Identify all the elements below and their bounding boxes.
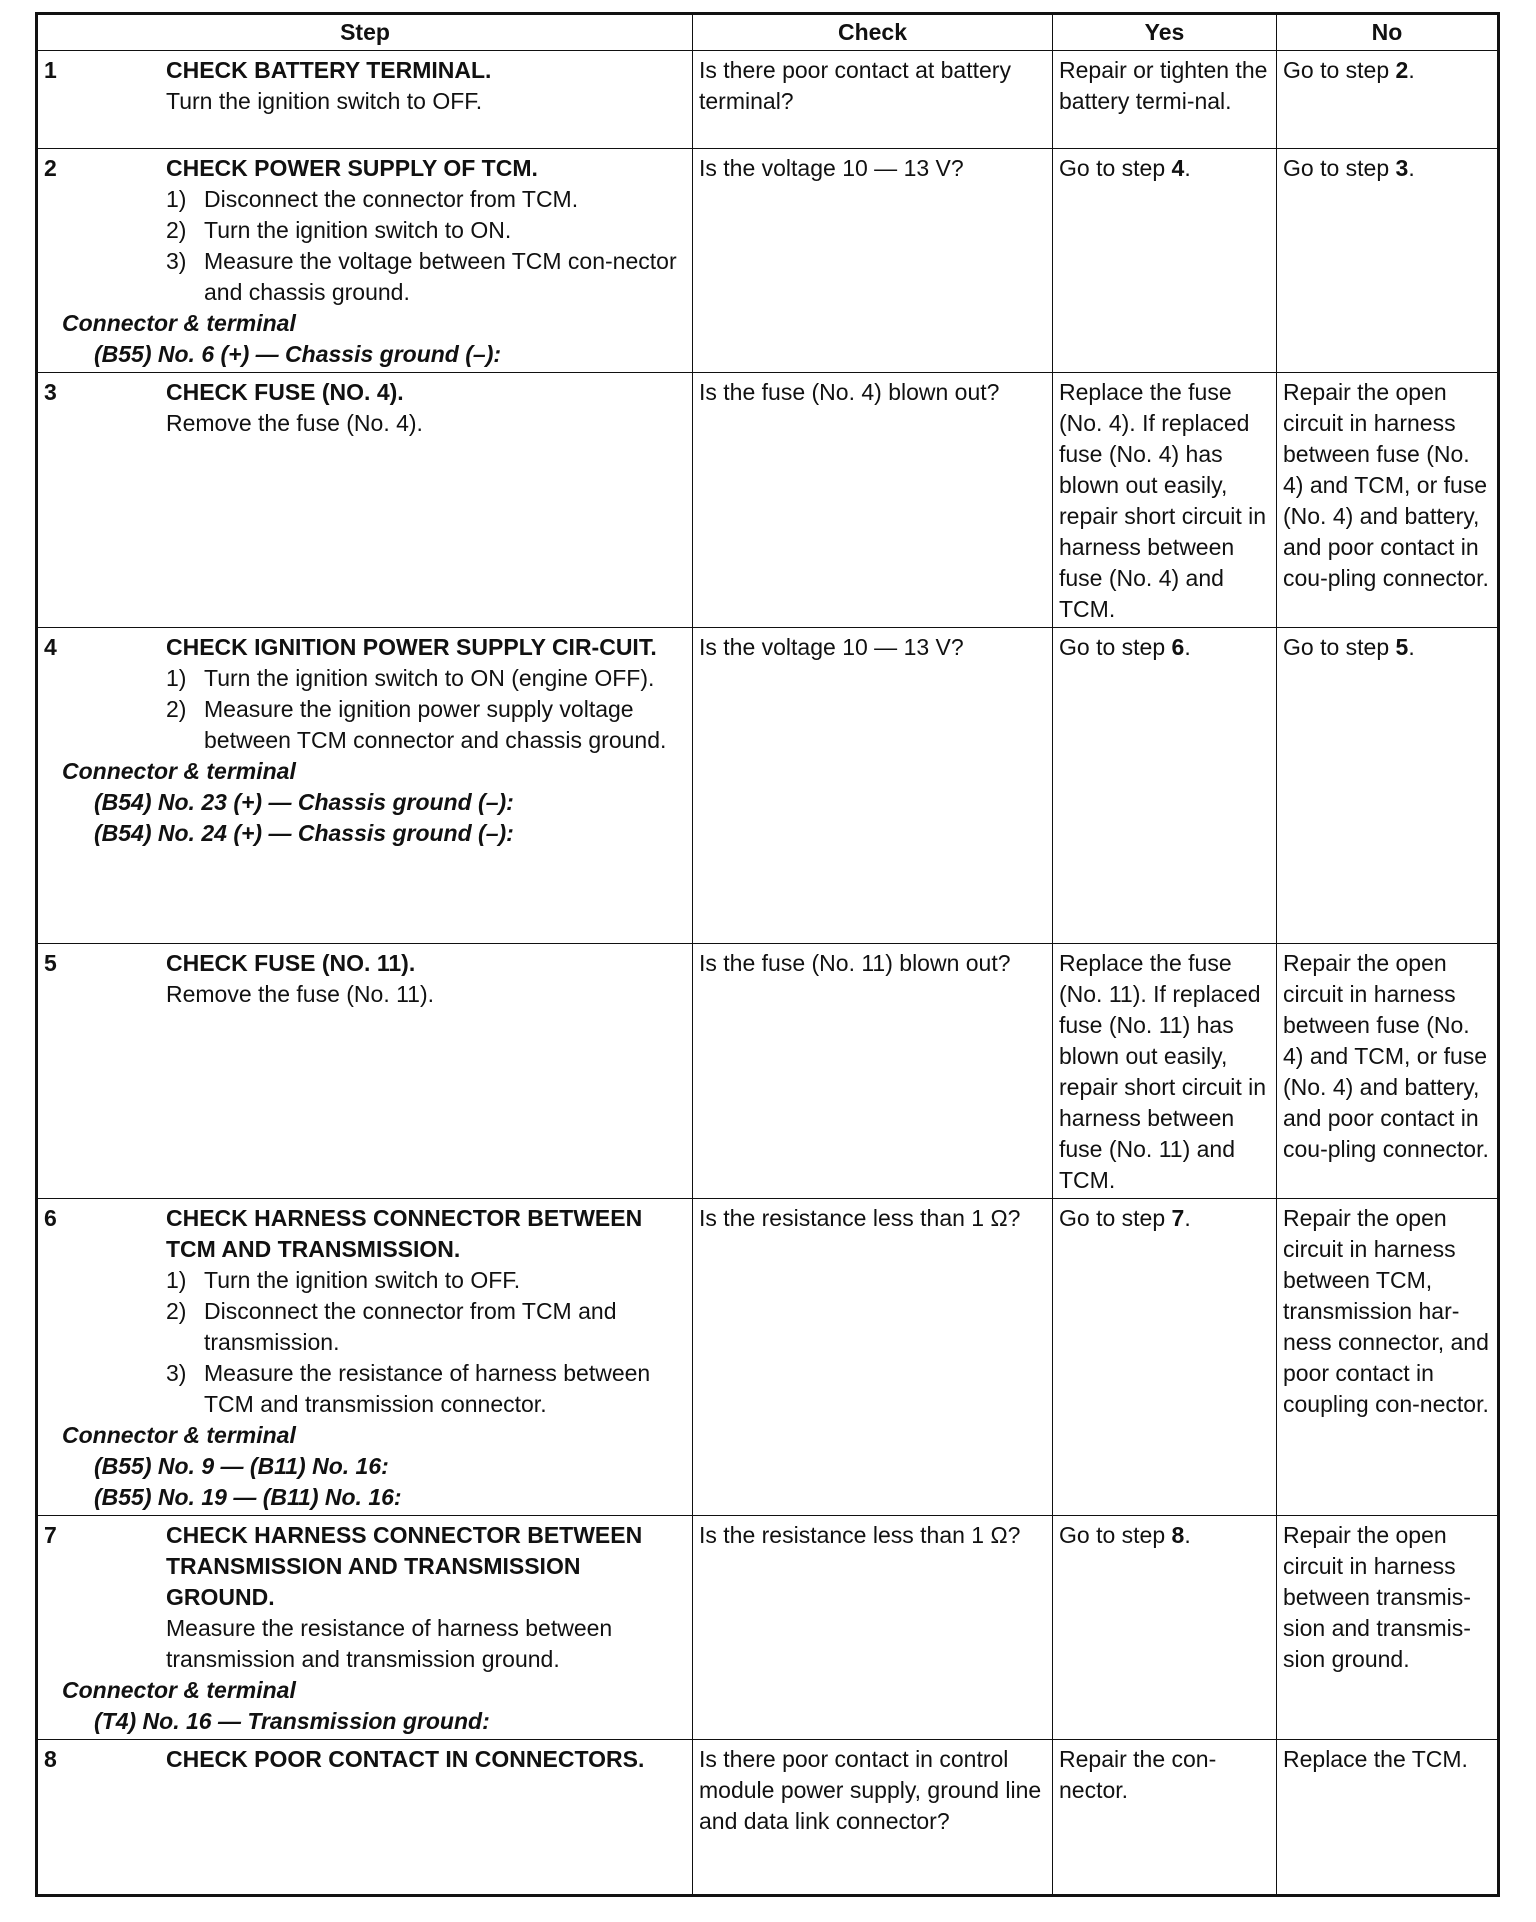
yes-cell: Repair or tighten the battery termi-nal. [1053, 51, 1277, 149]
step-title: CHECK IGNITION POWER SUPPLY CIR-CUIT. [166, 634, 657, 660]
no-text-suffix: . [1408, 57, 1415, 83]
yes-text: Go to step [1059, 634, 1172, 660]
step-number: 2 [44, 155, 57, 181]
substep: 3) Measure the voltage between TCM con-nector and chassis ground. [166, 248, 677, 305]
check-cell: Is the resistance less than 1 Ω? [693, 1199, 1053, 1516]
check-cell: Is the fuse (No. 11) blown out? [693, 944, 1053, 1199]
header-check: Check [693, 14, 1053, 51]
no-cell [1277, 149, 1499, 373]
step-cell [37, 1199, 693, 1516]
step-title: CHECK POWER SUPPLY OF TCM. [166, 155, 538, 181]
no-text-suffix: . [1408, 155, 1415, 181]
no-text-suffix: . [1408, 634, 1415, 660]
no-cell [1277, 51, 1499, 149]
no-step-ref: 5 [1395, 634, 1409, 660]
yes-text-suffix: . [1184, 155, 1191, 181]
diagnostic-table-page [35, 12, 1497, 1897]
step-description: Turn the ignition switch to OFF. [166, 88, 483, 114]
check-cell: Is the resistance less than 1 Ω? [693, 1516, 1053, 1740]
table-row [37, 1199, 1499, 1516]
connector-terminal-value: (B55) No. 9 — (B11) No. 16: [94, 1453, 389, 1479]
substep: 3) Measure the resistance of harness between TCM and transmission connector. [166, 1360, 651, 1417]
step-title: CHECK FUSE (NO. 11). [166, 950, 416, 976]
step-number: 1 [44, 57, 57, 83]
no-step-ref: 2 [1395, 57, 1409, 83]
step-cell [37, 1516, 693, 1740]
yes-step-ref: 8 [1171, 1522, 1185, 1548]
check-cell: Is there poor contact in control module power supply, ground line and data link connector? [693, 1740, 1053, 1896]
step-title: CHECK FUSE (NO. 4). [166, 379, 404, 405]
substep: 2) Measure the ignition power supply voltage between TCM connector and chassis ground. [166, 696, 667, 753]
yes-cell [1053, 628, 1277, 944]
table-row [37, 1516, 1499, 1740]
yes-cell [1053, 149, 1277, 373]
yes-cell: Replace the fuse (No. 4). If replaced fuse (No. 4) has blown out easily, repair short circuit in harness between fuse (No. 4) and TCM. [1053, 373, 1277, 628]
no-text: Go to step [1283, 57, 1396, 83]
table-row [37, 944, 1499, 1199]
step-title: CHECK BATTERY TERMINAL. [166, 57, 492, 83]
no-cell: Repair the open circuit in harness between fuse (No. 4) and TCM, or fuse (No. 4) and battery, and poor contact in cou-pling connector. [1277, 373, 1499, 628]
substep: 2) Turn the ignition switch to ON. [166, 217, 512, 243]
check-cell: Is the voltage 10 — 13 V? [693, 628, 1053, 944]
connector-terminal-value: (B55) No. 6 (+) — Chassis ground (–): [94, 341, 502, 367]
step-number: 7 [44, 1522, 57, 1548]
yes-text: Go to step [1059, 1205, 1172, 1231]
yes-step-ref: 7 [1171, 1205, 1185, 1231]
table-row [37, 373, 1499, 628]
header-step: Step [37, 14, 693, 51]
substep: 1) Disconnect the connector from TCM. [166, 186, 579, 212]
yes-cell: Replace the fuse (No. 11). If replaced fuse (No. 11) has blown out easily, repair short circuit in harness between fuse (No. 11) and TCM. [1053, 944, 1277, 1199]
step-number: 8 [44, 1746, 57, 1772]
yes-text-suffix: . [1184, 634, 1191, 660]
connector-terminal-value: (B54) No. 24 (+) — Chassis ground (–): [94, 820, 514, 846]
substep: 1) Turn the ignition switch to ON (engine OFF). [166, 665, 655, 691]
diagnostic-table [35, 12, 1500, 1897]
header-no: No [1277, 14, 1499, 51]
substep: 2) Disconnect the connector from TCM and transmission. [166, 1298, 617, 1355]
yes-cell: Repair the con-nector. [1053, 1740, 1277, 1896]
no-cell [1277, 628, 1499, 944]
yes-text-suffix: . [1184, 1522, 1191, 1548]
connector-terminal-value: (T4) No. 16 — Transmission ground: [94, 1708, 490, 1734]
check-cell: Is the voltage 10 — 13 V? [693, 149, 1053, 373]
no-cell: Repair the open circuit in harness between fuse (No. 4) and TCM, or fuse (No. 4) and battery, and poor contact in cou-pling connector. [1277, 944, 1499, 1199]
connector-terminal-label: Connector & terminal [62, 1677, 296, 1703]
step-cell [37, 51, 693, 149]
table-row [37, 1740, 1499, 1896]
step-title: CHECK HARNESS CONNECTOR BETWEEN TRANSMISSION AND TRANSMISSION GROUND. [166, 1522, 643, 1610]
no-cell: Repair the open circuit in harness between TCM, transmission har-ness connector, and poor contact in coupling con-nector. [1277, 1199, 1499, 1516]
connector-terminal-label: Connector & terminal [62, 758, 296, 784]
step-cell [37, 944, 693, 1199]
yes-cell [1053, 1199, 1277, 1516]
step-title: CHECK POOR CONTACT IN CONNECTORS. [166, 1746, 645, 1772]
table-row [37, 51, 1499, 149]
step-description: Remove the fuse (No. 11). [166, 981, 435, 1007]
header-yes: Yes [1053, 14, 1277, 51]
no-cell: Replace the TCM. [1277, 1740, 1499, 1896]
connector-terminal-label: Connector & terminal [62, 310, 296, 336]
step-description: Measure the resistance of harness between transmission and transmission ground. [166, 1615, 613, 1672]
yes-text: Go to step [1059, 1522, 1172, 1548]
step-cell [37, 628, 693, 944]
step-number: 3 [44, 379, 57, 405]
no-cell: Repair the open circuit in harness between transmis-sion and transmis-sion ground. [1277, 1516, 1499, 1740]
connector-terminal-label: Connector & terminal [62, 1422, 296, 1448]
step-number: 4 [44, 634, 57, 660]
step-description: Remove the fuse (No. 4). [166, 410, 423, 436]
yes-text-suffix: . [1184, 1205, 1191, 1231]
connector-terminal-value: (B55) No. 19 — (B11) No. 16: [94, 1484, 402, 1510]
check-cell: Is there poor contact at battery terminal? [693, 51, 1053, 149]
connector-terminal-value: (B54) No. 23 (+) — Chassis ground (–): [94, 789, 514, 815]
step-cell [37, 149, 693, 373]
yes-text: Go to step [1059, 155, 1172, 181]
header-row [37, 14, 1499, 51]
substep: 1) Turn the ignition switch to OFF. [166, 1267, 521, 1293]
yes-cell [1053, 1516, 1277, 1740]
step-title: CHECK HARNESS CONNECTOR BETWEEN TCM AND TRANSMISSION. [166, 1205, 643, 1262]
step-number: 6 [44, 1205, 57, 1231]
table-row [37, 628, 1499, 944]
step-cell [37, 373, 693, 628]
check-cell: Is the fuse (No. 4) blown out? [693, 373, 1053, 628]
yes-step-ref: 4 [1171, 155, 1185, 181]
step-number: 5 [44, 950, 57, 976]
step-cell [37, 1740, 693, 1896]
yes-step-ref: 6 [1171, 634, 1185, 660]
table-row [37, 149, 1499, 373]
no-text: Go to step [1283, 634, 1396, 660]
no-text: Go to step [1283, 155, 1396, 181]
no-step-ref: 3 [1395, 155, 1409, 181]
